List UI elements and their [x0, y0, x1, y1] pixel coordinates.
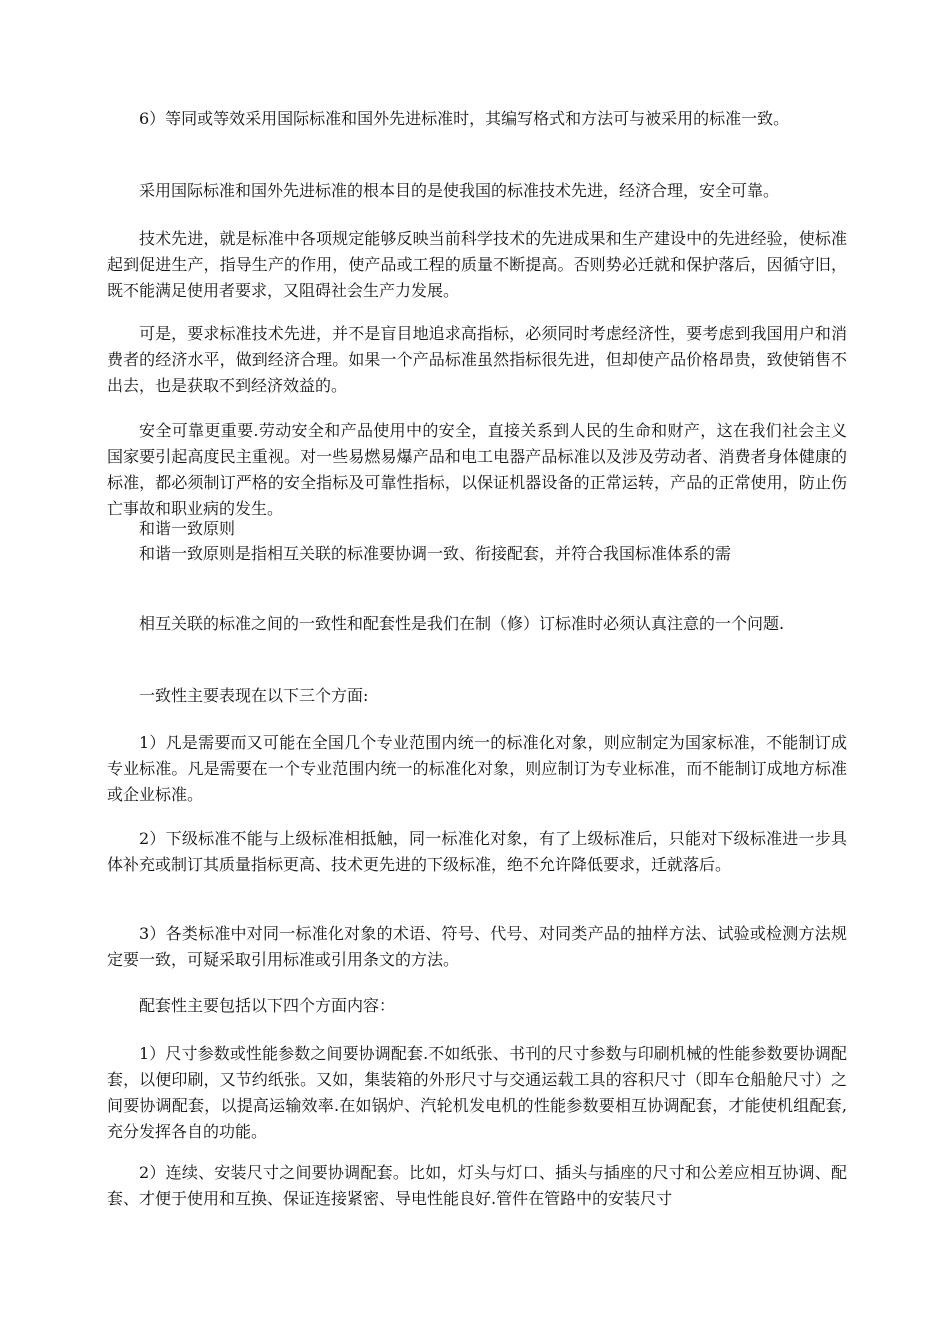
paragraph-consistency-importance: 相互关联的标准之间的一致性和配套性是我们在制（修）订标准时必须认真注意的一个问题. — [139, 614, 785, 633]
paragraph-matching-intro: 配套性主要包括以下四个方面内容： — [139, 996, 396, 1015]
paragraph-consistency-intro: 一致性主要表现在以下三个方面: — [139, 686, 369, 705]
paragraph-safety: 安全可靠更重要.劳动安全和产品使用中的安全，直接关系到人民的生命和财产，这在我们社会主义国家要引起高度民主重视。对一些易燃易爆产品和电工电器产品标准以及涉及劳动者、消费者身体健康的标准，都必须制订严格的安全指标及可靠性指标，以保证机器设备的正常运转，产品的正常使用，防止伤亡事故和职业病的发生。 — [107, 421, 847, 518]
paragraph-consistency-1: 1）凡是需要而又可能在全国几个专业范围内统一的标准化对象，则应制定为国家标准，不能制订成专业标准。凡是需要在一个专业范围内统一的标准化对象，则应制订为专业标准，而不能制订成地方标准或企业标准。 — [107, 733, 847, 804]
paragraph-consistency-2: 2）下级标准不能与上级标准相抵触，同一标准化对象，有了上级标准后，只能对下级标准进一步具体补充或制订其质量指标更高、技术更先进的下级标准，绝不允许降低要求，迁就落后。 — [107, 829, 847, 874]
paragraph-item-6: 6）等同或等效采用国际标准和国外先进标准时，其编写格式和方法可与被采用的标准一致。 — [139, 109, 790, 128]
paragraph-harmony-definition: 和谐一致原则是指相互关联的标准要协调一致、衔接配套，并符合我国标准体系的需 — [139, 544, 732, 563]
paragraph-consistency-3: 3）各类标准中对同一标准化对象的术语、符号、代号、对同类产品的抽样方法、试验或检测方法规定要一致，可疑采取引用标准或引用条文的方法。 — [107, 924, 847, 969]
paragraph-adopt-purpose: 采用国际标准和国外先进标准的根本目的是使我国的标准技术先进，经济合理，安全可靠。 — [139, 181, 780, 200]
paragraph-technical-advanced: 技术先进，就是标准中各项规定能够反映当前科学技术的先进成果和生产建设中的先进经验，使标准起到促进生产，指导生产的作用，使产品或工程的质量不断提高。否则势必迁就和保护落后，因循守旧，既不能满足使用者要求，又阻碍社会生产力发展。 — [107, 229, 847, 300]
paragraph-economic: 可是，要求标准技术先进，并不是盲目地追求高指标，必须同时考虑经济性，要考虑到我国用户和消费者的经济水平，做到经济合理。如果一个产品标准虽然指标很先进，但却使产品价格昂贵，致使销售不出去，也是获取不到经济效益的。 — [107, 324, 847, 395]
paragraph-matching-1: 1）尺寸参数或性能参数之间要协调配套.不如纸张、书刊的尺寸参数与印刷机械的性能参数要协调配套，以便印刷，又节约纸张。又如，集装箱的外形尺寸与交通运载工具的容积尺寸（即车仓船舱尺寸）之间要协调配套，以提高运输效率.在如锅炉、汽轮机发电机的性能参数要相互协调配套，才能使机组配套,充分发挥各自的功能。 — [107, 1044, 847, 1141]
paragraph-matching-2: 2）连续、安装尺寸之间要协调配套。比如，灯头与灯口、插头与插座的尺寸和公差应相互协调、配套、才便于使用和互换、保证连接紧密、导电性能良好.管件在管路中的安装尺寸 — [107, 1163, 847, 1208]
section-heading-harmony: 和谐一致原则 — [139, 519, 236, 538]
